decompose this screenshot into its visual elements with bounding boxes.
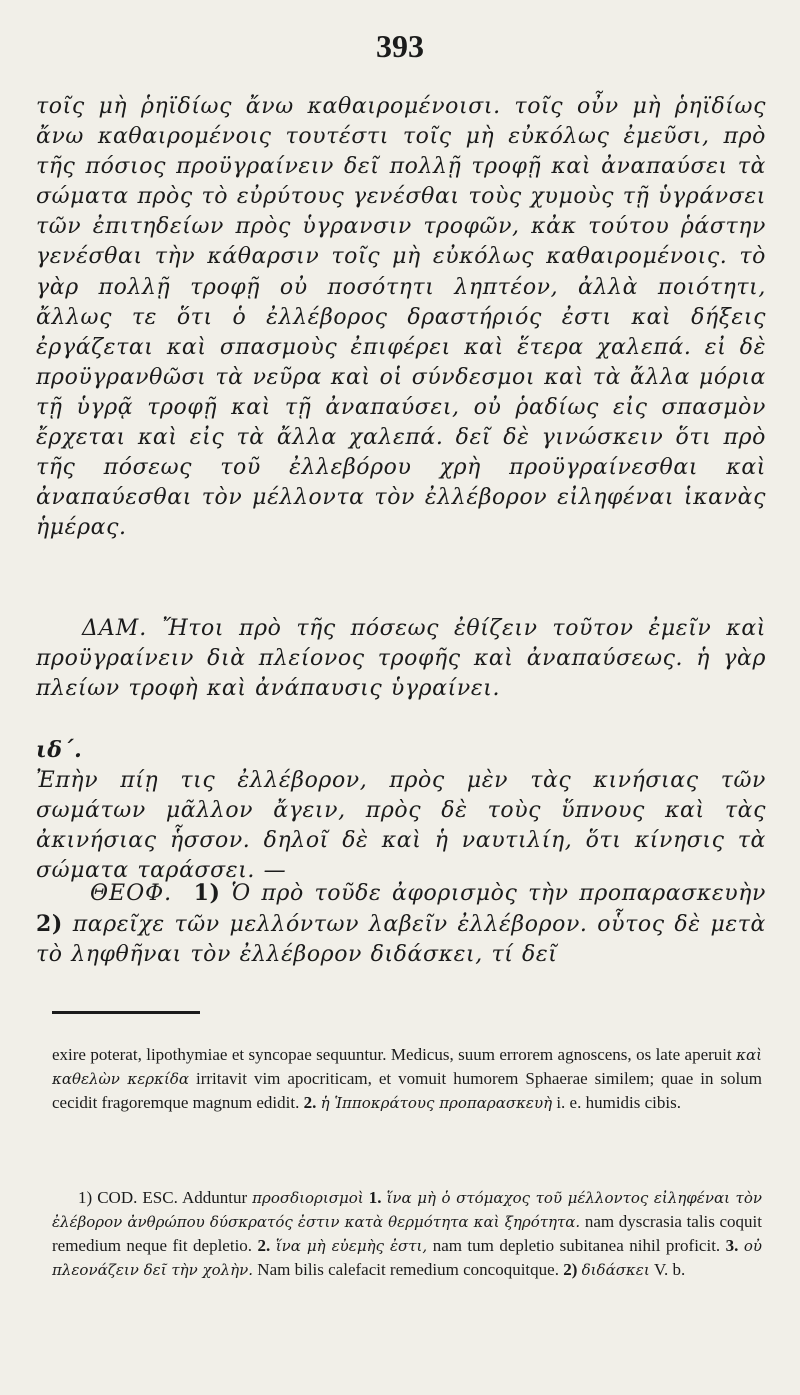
footnote-latin	[52, 1043, 762, 1115]
greek-quote: ἵνα μὴ ὁ στόμαχος τοῦ μέλλοντος εἰληφέναι τὸν ἐλέβορον ἀνθρώπου δύσκρατός ἐστιν κατὰ θερμότητα καὶ ξηρότητα.	[52, 1189, 763, 1231]
footnote-ref: 1)	[193, 880, 221, 906]
note-number: 2.	[257, 1236, 271, 1255]
footnote-text: nam tum depletio subitanea nihil proficit.	[432, 1236, 721, 1255]
damascius-paragraph	[36, 614, 766, 704]
greek-quote: καὶ καθελὼν κερκίδα	[52, 1046, 762, 1088]
note-number: 3.	[725, 1236, 739, 1255]
footnote-ref: 2)	[563, 1260, 578, 1279]
footnote-text: exire poterat, lipothymiae et syncopae sequuntur. Medicus, suum errorem agnoscens, os late aperuit	[52, 1045, 732, 1064]
note-number: 1.	[368, 1188, 382, 1207]
footnote-ref: 2)	[36, 911, 63, 938]
speaker-label: ΔΑΜ.	[82, 616, 148, 641]
greek-quote: ἵνα μὴ εὐεμὴς ἐστι,	[275, 1237, 428, 1255]
damascius-commentary	[36, 614, 766, 704]
theophilus-commentary	[36, 878, 766, 970]
greek-quote: προσδιορισμοὶ	[252, 1189, 364, 1207]
aphorism-text: Ἐπὴν πίῃ τις ἐλλέβορον, πρὸς μὲν τὰς κινήσιας τῶν σωμάτων μᾶλλον ἄγειν, πρὸς δὲ τοὺς ὕπνους καὶ τὰς ἀκινήσιας ἧσσον. δηλοῖ δὲ καὶ ἡ ναυτιλίη, ὅτι κίνησις τὰ σώματα ταράσσει. —	[36, 768, 766, 884]
greek-quote: διδάσκει	[581, 1261, 650, 1279]
footnote-text: i. e. humidis cibis.	[556, 1093, 681, 1112]
commentary-text: Ὁ πρὸ τοῦδε ἀφορισμὸς τὴν προπαρασκευὴν	[231, 881, 767, 906]
main-greek-text	[36, 92, 766, 543]
speaker-label: ΘΕΟΦ.	[90, 881, 173, 906]
footnote-text: irritavit vim apocriticam, et vomuit humorem Sphaerae similem; quae in solum cecidit fragoremque magnum edidit.	[52, 1069, 762, 1112]
footnote-text: V. b.	[653, 1260, 686, 1279]
greek-quote: ἡ Ἱπποκράτους προπαρασκευὴ	[320, 1094, 553, 1112]
commentary-text: παρεῖχε τῶν μελλόντων λαβεῖν ἐλλέβορον. οὗτος δὲ μετὰ τὸ ληφθῆναι τὸν ἐλλέβορον διδάσκει, τί δεῖ	[36, 912, 766, 968]
footnote-text: Adduntur	[181, 1188, 248, 1207]
footnote-paragraph	[52, 1043, 762, 1115]
commentary-text: Ἤτοι πρὸ τῆς πόσεως ἐθίζειν τοῦτον ἐμεῖν καὶ προϋγραίνειν διὰ πλείονος τροφῆς καὶ ἀναπαύσεως. ἡ γὰρ πλείων τροφὴ καὶ ἀνάπαυσις ὑγραίνει.	[36, 616, 766, 702]
footnote-paragraph	[52, 1186, 762, 1282]
aphorism-14	[36, 735, 766, 886]
footnote-text: Nam bilis calefacit remedium concoquitque.	[257, 1260, 559, 1279]
aphorism-number: ιδ΄.	[36, 737, 83, 763]
page-number: 393	[376, 28, 424, 64]
theophilus-paragraph	[36, 878, 766, 970]
greek-quote: οὐ πλεονάζειν δεῖ τὴν χολὴν.	[52, 1237, 763, 1279]
note-number: 2.	[303, 1093, 317, 1112]
footnote-ref: 1) COD. ESC.	[78, 1188, 178, 1207]
footnote-divider	[52, 1011, 200, 1014]
main-paragraph: τοῖς μὴ ῥηϊδίως ἄνω καθαιρομένοισι. τοῖς οὖν μὴ ῥηϊδίως ἄνω καθαιρομένοις τουτέστι τοῖς μὴ εὐκόλως ἐμεῦσι, πρὸ τῆς πόσιος προϋγραίνειν δεῖ πολλῇ τροφῇ καὶ ἀναπαύσει τὰ σώματα πρὸς τὸ εὐρύτους γενέσθαι τοὺς χυμοὺς τῇ ὑγράνσει τῶν ἐπιτηδείων πρὸς ὑγρανσιν τροφῶν, κἀκ τούτου ῥάστην γενέσθαι τὴν κάθαρσιν τοῖς μὴ εὐκόλως καθαιρομένοις. τὸ γὰρ πολλῇ τροφῇ οὐ ποσότητι ληπτέον, ἀλλὰ ποιότητι, ἄλλως τε ὅτι ὁ ἐλλέβορος δραστήριός ἐστι καὶ δήξεις ἐργάζεται καὶ σπασμοὺς ἐπιφέρει καὶ ἕτερα χαλεπά. εἰ δὲ προϋγρανθῶσι τὰ νεῦρα καὶ οἱ σύνδεσμοι καὶ τὰ ἄλλα μόρια τῇ ὑγρᾷ τροφῇ καὶ τῇ ἀναπαύσει, οὐ ῥαδίως εἰς σπασμὸν ἔρχεται καὶ εἰς τὰ ἄλλα χαλεπά. δεῖ δὲ γινώσκειν ὅτι πρὸ τῆς πόσεως τοῦ ἐλλεβόρου χρὴ προϋγραίνεσθαι καὶ ἀναπαύεσθαι τὸν μέλλοντα τὸν ἐλλέβορον εἰληφέναι ἱκανὰς ἡμέρας.	[36, 94, 766, 541]
footnote-cod-esc	[52, 1186, 762, 1282]
footnote-text: nam dyscrasia talis coquit remedium neque fit depletio.	[52, 1212, 762, 1255]
